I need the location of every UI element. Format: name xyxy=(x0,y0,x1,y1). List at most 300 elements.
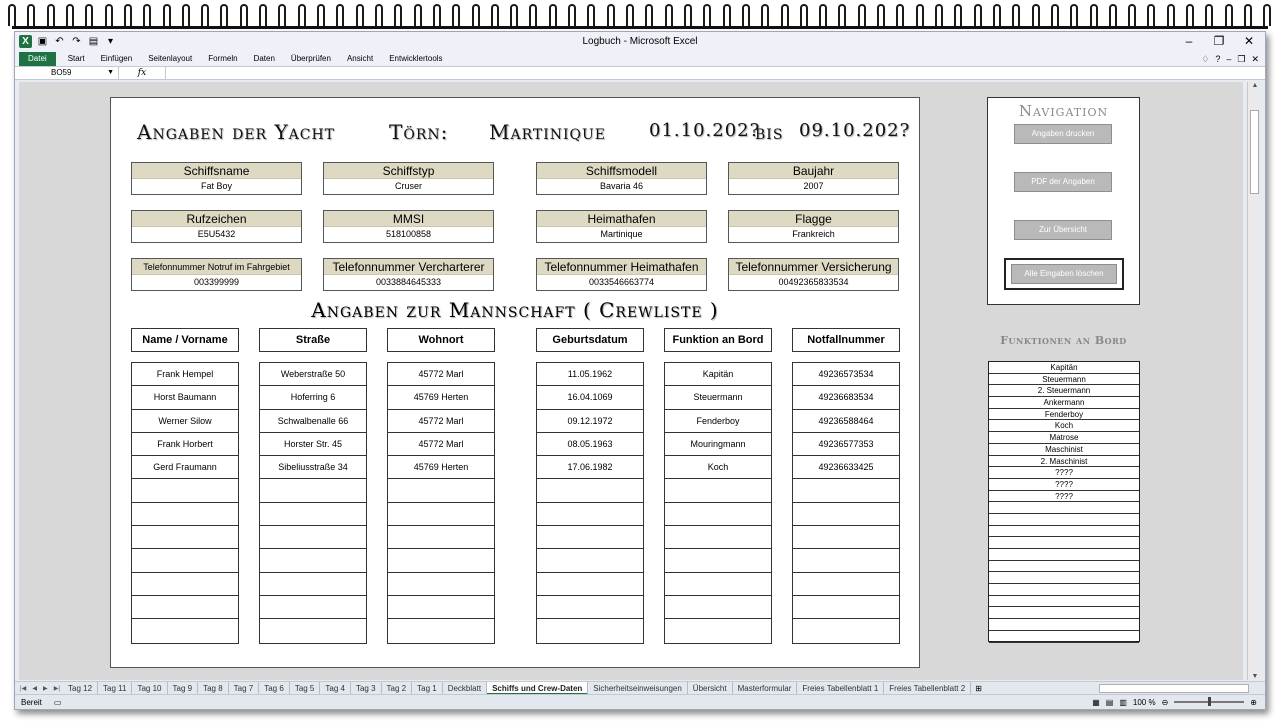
binding-ring xyxy=(858,4,866,26)
crew-column-cells xyxy=(387,362,495,644)
yacht-field-value[interactable]: 003399999 xyxy=(193,277,240,287)
yacht-field-box xyxy=(323,258,494,291)
sheet-tab[interactable]: Tag 1 xyxy=(412,682,443,695)
crew-cell[interactable] xyxy=(793,526,899,549)
crew-column-header: Name / Vorname xyxy=(131,328,239,352)
formula-bar xyxy=(15,66,1265,80)
crew-cell[interactable]: Kapitän xyxy=(665,363,771,386)
print-preview-icon[interactable]: ▤ xyxy=(88,36,99,47)
binding-ring xyxy=(1090,4,1098,26)
crew-column-header: Wohnort xyxy=(387,328,495,352)
crew-cell[interactable]: 45769 Herten xyxy=(388,386,494,409)
crew-cell[interactable] xyxy=(665,549,771,572)
binding-ring xyxy=(336,4,344,26)
binding-ring xyxy=(703,4,711,26)
sheet-tab[interactable]: Sicherheitseinweisungen xyxy=(588,682,688,695)
binding-ring xyxy=(954,4,962,26)
yacht-field-value[interactable]: Bavaria 46 xyxy=(599,181,644,191)
crew-column-header: Straße xyxy=(259,328,367,352)
yacht-field-box xyxy=(131,162,302,195)
yacht-field-box xyxy=(728,258,899,291)
excel-logo-icon[interactable]: X xyxy=(19,35,32,48)
print-button[interactable]: Angaben drucken xyxy=(1014,124,1112,144)
binding-ring xyxy=(47,4,55,26)
yacht-field-value[interactable]: 00492365833534 xyxy=(778,277,849,287)
crew-column xyxy=(131,328,239,644)
crew-cell[interactable] xyxy=(132,596,238,619)
ribbon-right-controls xyxy=(1201,54,1265,65)
crew-cell[interactable]: Hoferring 6 xyxy=(260,386,366,409)
crew-cell[interactable] xyxy=(665,596,771,619)
next-sheet-icon[interactable]: ▶ xyxy=(43,685,48,692)
last-sheet-icon[interactable]: ▶| xyxy=(53,685,60,692)
window-controls xyxy=(1181,34,1257,48)
binding-ring xyxy=(838,4,846,26)
crew-column xyxy=(387,328,495,644)
yacht-field-value[interactable]: 0033546663774 xyxy=(588,277,655,287)
restore-button[interactable]: ❐ xyxy=(1213,34,1225,48)
sheet-tab[interactable]: Schiffs und Crew-Daten xyxy=(487,682,588,695)
crew-cell[interactable]: Frank Hempel xyxy=(132,363,238,386)
function-item[interactable] xyxy=(989,526,1139,538)
yacht-field-value[interactable]: 2007 xyxy=(803,181,824,191)
window-title: Logbuch - Microsoft Excel xyxy=(582,36,698,47)
scroll-thumb[interactable] xyxy=(1250,110,1259,194)
yacht-field-value[interactable]: 0033884645333 xyxy=(375,277,442,287)
binding-ring xyxy=(414,4,422,26)
crew-cell[interactable] xyxy=(388,619,494,642)
name-box[interactable] xyxy=(15,67,119,79)
crew-cell[interactable]: 49236588464 xyxy=(793,410,899,433)
binding-ring xyxy=(1225,4,1233,26)
function-item[interactable] xyxy=(989,561,1139,573)
sheet-tab[interactable]: Tag 5 xyxy=(290,682,321,695)
crew-cell[interactable]: 49236633425 xyxy=(793,456,899,479)
binding-ring xyxy=(1263,4,1271,26)
binding-ring xyxy=(317,4,325,26)
crew-cell[interactable] xyxy=(388,479,494,502)
crew-cell[interactable] xyxy=(388,549,494,572)
crew-cell[interactable]: 16.04.1069 xyxy=(537,386,643,409)
clear-all-label: Alle Eingaben löschen xyxy=(1011,264,1117,284)
binding-ring xyxy=(1205,4,1213,26)
crew-cell[interactable] xyxy=(388,596,494,619)
crew-column-cells xyxy=(536,362,644,644)
date-to: 09.10.202? xyxy=(799,120,911,141)
binding-ring xyxy=(1167,4,1175,26)
binding-ring xyxy=(1109,4,1117,26)
first-sheet-icon[interactable]: |◀ xyxy=(20,685,27,692)
function-item[interactable]: Maschinist xyxy=(989,444,1139,456)
yacht-heading: Angaben der Yacht xyxy=(137,120,336,144)
crew-cell[interactable] xyxy=(793,549,899,572)
binding-ring xyxy=(1128,4,1136,26)
function-item[interactable] xyxy=(989,537,1139,549)
binding-ring xyxy=(800,4,808,26)
scroll-up-icon[interactable]: ▲ xyxy=(1251,82,1259,89)
scroll-down-icon[interactable]: ▼ xyxy=(1251,673,1259,680)
crew-cell[interactable] xyxy=(260,549,366,572)
binding-ring xyxy=(993,4,1001,26)
crew-cell[interactable] xyxy=(793,619,899,642)
tab-navigation xyxy=(15,685,63,692)
crew-cell[interactable] xyxy=(132,549,238,572)
crew-cell[interactable] xyxy=(793,596,899,619)
binding-ring xyxy=(916,4,924,26)
function-item[interactable]: ???? xyxy=(989,479,1139,491)
binding-ring xyxy=(1070,4,1078,26)
toern-label: Törn: xyxy=(389,120,449,144)
sheet-tab[interactable]: Tag 8 xyxy=(198,682,229,695)
function-icon[interactable]: fx xyxy=(137,68,147,78)
crew-cell[interactable] xyxy=(132,479,238,502)
crew-column-cells xyxy=(259,362,367,644)
function-item[interactable]: ???? xyxy=(989,467,1139,479)
crew-cell[interactable]: Steuermann xyxy=(665,386,771,409)
crew-cell[interactable]: 08.05.1963 xyxy=(537,433,643,456)
crew-cell[interactable] xyxy=(260,573,366,596)
date-bis: bis xyxy=(755,120,784,144)
function-item[interactable]: Matrose xyxy=(989,432,1139,444)
binding-ring xyxy=(819,4,827,26)
function-item[interactable]: Fenderboy xyxy=(989,409,1139,421)
yacht-field-label: Rufzeichen xyxy=(132,211,301,227)
crew-cell[interactable] xyxy=(260,526,366,549)
sheet-tab[interactable]: Tag 2 xyxy=(382,682,413,695)
save-icon[interactable]: ▣ xyxy=(37,36,48,47)
crew-title: Angaben zur Mannschaft ( Crewliste ) xyxy=(311,298,719,322)
prev-sheet-icon[interactable]: ◀ xyxy=(32,685,37,692)
yacht-field-value[interactable]: E5U5432 xyxy=(197,229,236,239)
crew-cell[interactable]: Mouringmann xyxy=(665,433,771,456)
crew-column xyxy=(664,328,772,644)
binding-ring xyxy=(1051,4,1059,26)
crew-column-header: Funktion an Bord xyxy=(664,328,772,352)
binding-ring xyxy=(781,4,789,26)
binding-ring xyxy=(587,4,595,26)
crew-cell[interactable]: 45772 Marl xyxy=(388,410,494,433)
binding-ring xyxy=(375,4,383,26)
binding-ring xyxy=(665,4,673,26)
crew-cell[interactable]: 17.06.1982 xyxy=(537,456,643,479)
yacht-field-label: Heimathafen xyxy=(537,211,706,227)
binding-ring xyxy=(278,4,286,26)
crew-cell[interactable] xyxy=(665,526,771,549)
functions-list xyxy=(988,361,1140,642)
crew-cell[interactable]: Fenderboy xyxy=(665,410,771,433)
yacht-field-box xyxy=(131,210,302,243)
binding-ring xyxy=(259,4,267,26)
functions-title: Funktionen an Bord xyxy=(1000,334,1127,347)
toern-value: Martinique xyxy=(489,120,607,144)
crew-cell[interactable]: Sibeliusstraße 34 xyxy=(260,456,366,479)
binding-ring xyxy=(491,4,499,26)
undo-icon[interactable]: ↶ xyxy=(55,36,64,47)
navigation-panel xyxy=(987,97,1140,305)
page-layout-view-icon[interactable]: ▤ xyxy=(1105,697,1114,707)
yacht-field-label: Schiffsname xyxy=(132,163,301,179)
status-mode: Bereit xyxy=(21,697,42,707)
crew-cell[interactable]: Weberstraße 50 xyxy=(260,363,366,386)
crew-cell[interactable] xyxy=(388,573,494,596)
crew-cell[interactable]: Horster Str. 45 xyxy=(260,433,366,456)
crew-cell[interactable] xyxy=(793,479,899,502)
crew-cell[interactable] xyxy=(537,619,643,642)
close-button[interactable]: ✕ xyxy=(1243,34,1255,48)
binding-ring xyxy=(645,4,653,26)
crew-cell[interactable] xyxy=(132,573,238,596)
vertical-scrollbar[interactable] xyxy=(1247,82,1261,680)
ribbon-tab-ueberpruefen[interactable]: Überprüfen xyxy=(290,54,331,63)
crew-cell[interactable] xyxy=(665,619,771,642)
function-item[interactable] xyxy=(989,596,1139,608)
help-icon[interactable]: ? xyxy=(1215,53,1221,64)
clear-all-button[interactable] xyxy=(1004,258,1124,290)
title-bar xyxy=(15,32,1265,52)
yacht-field-box xyxy=(536,162,707,195)
binding-ring xyxy=(1244,4,1252,26)
ribbon-tab-einfuegen[interactable]: Einfügen xyxy=(100,54,133,63)
minimize-workbook-icon[interactable]: – xyxy=(1226,53,1232,64)
zoom-in-icon[interactable]: ⊕ xyxy=(1250,697,1257,707)
ribbon-tab-datei[interactable]: Datei xyxy=(19,52,56,66)
ribbon-tab-daten[interactable]: Daten xyxy=(253,54,275,63)
sheet-tab[interactable]: Freies Tabellenblatt 1 xyxy=(797,682,884,695)
crew-cell[interactable]: Koch xyxy=(665,456,771,479)
binding-ring xyxy=(1012,4,1020,26)
crew-cell[interactable] xyxy=(537,526,643,549)
minimize-button[interactable]: – xyxy=(1185,34,1193,48)
yacht-field-box xyxy=(728,210,899,243)
excel-window xyxy=(14,31,1266,710)
crew-column-cells xyxy=(792,362,900,644)
binding-ring xyxy=(163,4,171,26)
crew-cell[interactable]: Horst Baumann xyxy=(132,386,238,409)
macro-record-icon[interactable]: ▭ xyxy=(53,697,62,707)
crew-cell[interactable] xyxy=(665,479,771,502)
crew-cell[interactable] xyxy=(793,573,899,596)
function-item[interactable]: Koch xyxy=(989,420,1139,432)
binding-ring xyxy=(298,4,306,26)
binding-ring xyxy=(356,4,364,26)
function-item[interactable]: 2. Maschinist xyxy=(989,456,1139,468)
binding-ring xyxy=(607,4,615,26)
yacht-field-box xyxy=(728,162,899,195)
yacht-field-value[interactable]: Cruser xyxy=(394,181,422,191)
overview-button[interactable]: Zur Übersicht xyxy=(1014,220,1112,240)
function-item[interactable]: Kapitän xyxy=(989,362,1139,374)
binding-ring xyxy=(201,4,209,26)
yacht-field-label: Telefonnummer Versicherung xyxy=(729,259,898,275)
binding-ring xyxy=(105,4,113,26)
function-item[interactable]: ???? xyxy=(989,491,1139,503)
ribbon-tabs xyxy=(15,52,1265,66)
status-right xyxy=(1092,698,1265,707)
crew-cell[interactable]: Werner Silow xyxy=(132,410,238,433)
function-item[interactable] xyxy=(989,631,1139,643)
crew-cell[interactable] xyxy=(260,479,366,502)
ribbon-tab-start[interactable]: Start xyxy=(67,54,85,63)
crew-cell[interactable] xyxy=(537,503,643,526)
zoom-slider[interactable] xyxy=(1174,701,1244,703)
crew-cell[interactable]: 45769 Herten xyxy=(388,456,494,479)
crew-cell[interactable]: 49236683534 xyxy=(793,386,899,409)
binding-ring xyxy=(143,4,151,26)
sheet-tab[interactable]: Übersicht xyxy=(688,682,733,695)
crew-cell[interactable] xyxy=(132,526,238,549)
sheet-tab[interactable]: Tag 10 xyxy=(132,682,167,695)
crew-cell[interactable] xyxy=(665,573,771,596)
close-workbook-icon[interactable]: ✕ xyxy=(1251,53,1259,64)
crew-cell[interactable] xyxy=(388,503,494,526)
zoom-out-icon[interactable]: ⊖ xyxy=(1161,697,1169,707)
crew-cell[interactable] xyxy=(665,503,771,526)
crew-cell[interactable] xyxy=(132,503,238,526)
crew-cell[interactable]: 49236573534 xyxy=(793,363,899,386)
restore-workbook-icon[interactable]: ❐ xyxy=(1237,53,1246,64)
binding-ring xyxy=(394,4,402,26)
sheet-tab[interactable]: Freies Tabellenblatt 2 xyxy=(884,682,971,695)
crew-cell[interactable] xyxy=(537,573,643,596)
binding-ring xyxy=(742,4,750,26)
ribbon-tab-ansicht[interactable]: Ansicht xyxy=(346,54,374,63)
binding-ring xyxy=(433,4,441,26)
new-sheet-icon[interactable]: ⊞ xyxy=(975,683,982,693)
binding-ring xyxy=(529,4,537,26)
ribbon-tab-formeln[interactable]: Formeln xyxy=(208,54,238,63)
normal-view-icon[interactable]: ▦ xyxy=(1092,697,1100,707)
binding-line xyxy=(12,26,1268,29)
crew-cell[interactable]: 45772 Marl xyxy=(388,433,494,456)
yacht-field-value[interactable]: Fat Boy xyxy=(200,181,232,191)
worksheet-area[interactable] xyxy=(19,82,1243,680)
binding-ring xyxy=(1147,4,1155,26)
ribbon-tab-entwicklertools[interactable]: Entwicklertools xyxy=(389,54,443,63)
sheet-tab[interactable]: Tag 3 xyxy=(351,682,382,695)
horizontal-scrollbar[interactable] xyxy=(1099,684,1249,693)
crew-column-header: Notfallnummer xyxy=(792,328,900,352)
function-item[interactable]: Steuermann xyxy=(989,374,1139,386)
binding-ring xyxy=(935,4,943,26)
sheet-tab[interactable]: Tag 7 xyxy=(229,682,260,695)
function-item[interactable] xyxy=(989,502,1139,514)
collapse-ribbon-icon[interactable]: ♢ xyxy=(1201,53,1210,64)
binding-ring xyxy=(27,4,35,26)
binding-ring xyxy=(568,4,576,26)
crew-cell[interactable] xyxy=(260,503,366,526)
crew-cell[interactable] xyxy=(132,619,238,642)
pdf-button[interactable]: PDF der Angaben xyxy=(1014,172,1112,192)
sheet-tab[interactable]: Deckblatt xyxy=(443,682,487,695)
binding-ring xyxy=(896,4,904,26)
crew-column-header: Geburtsdatum xyxy=(536,328,644,352)
customize-toolbar-icon[interactable]: ▾ xyxy=(107,36,114,47)
name-box-value: BO59 xyxy=(51,68,72,77)
binding-ring xyxy=(684,4,692,26)
binding-ring xyxy=(220,4,228,26)
page-break-view-icon[interactable]: ▥ xyxy=(1119,697,1127,707)
yacht-field-value[interactable]: Martinique xyxy=(600,229,643,239)
sheet-tab[interactable]: Tag 12 xyxy=(63,682,98,695)
function-item[interactable] xyxy=(989,514,1139,526)
crew-cell[interactable]: 11.05.1962 xyxy=(537,363,643,386)
crew-cell[interactable]: 09.12.1972 xyxy=(537,410,643,433)
navigation-title: Navigation xyxy=(1018,102,1109,120)
ribbon-tab-seitenlayout[interactable]: Seitenlayout xyxy=(148,54,193,63)
function-item[interactable] xyxy=(989,549,1139,561)
crew-cell[interactable]: Schwalbenalle 66 xyxy=(260,410,366,433)
yacht-field-label: Schiffstyp xyxy=(324,163,493,179)
sheet-tab[interactable]: Tag 9 xyxy=(168,682,199,695)
binding-ring xyxy=(8,4,16,26)
yacht-field-box xyxy=(131,258,302,291)
function-item[interactable] xyxy=(989,607,1139,619)
yacht-field-box xyxy=(323,210,494,243)
zoom-level[interactable]: 100 % xyxy=(1132,697,1156,707)
crew-column-cells xyxy=(664,362,772,644)
sheet-tabs-bar xyxy=(15,681,1265,694)
binding-ring xyxy=(877,4,885,26)
binding-ring xyxy=(510,4,518,26)
binding-ring xyxy=(974,4,982,26)
function-item[interactable]: Ankermann xyxy=(989,397,1139,409)
function-item[interactable] xyxy=(989,619,1139,631)
sheet-tab[interactable]: Masterformular xyxy=(733,682,798,695)
yacht-field-label: Telefonnummer Heimathafen xyxy=(537,259,706,275)
spiral-binding xyxy=(8,4,1272,28)
sheet-tab[interactable]: Tag 4 xyxy=(320,682,351,695)
crew-cell[interactable] xyxy=(260,619,366,642)
binding-ring xyxy=(1186,4,1194,26)
binding-ring xyxy=(182,4,190,26)
yacht-field-box xyxy=(536,210,707,243)
crew-cell[interactable]: Frank Horbert xyxy=(132,433,238,456)
crew-cell[interactable] xyxy=(537,549,643,572)
crew-cell[interactable]: Gerd Fraumann xyxy=(132,456,238,479)
binding-ring xyxy=(240,4,248,26)
yacht-field-value[interactable]: Frankreich xyxy=(792,229,835,239)
sheet-tab[interactable]: Tag 11 xyxy=(98,682,132,695)
yacht-field-value[interactable]: 518100858 xyxy=(385,229,432,239)
name-box-dropdown-icon[interactable]: ▼ xyxy=(107,69,114,76)
function-item[interactable] xyxy=(989,572,1139,584)
crew-cell[interactable] xyxy=(793,503,899,526)
crew-cell[interactable]: 45772 Marl xyxy=(388,363,494,386)
crew-cell[interactable] xyxy=(537,596,643,619)
redo-icon[interactable]: ↷ xyxy=(72,36,81,47)
binding-ring xyxy=(85,4,93,26)
yacht-data-card xyxy=(110,97,920,668)
binding-ring xyxy=(1032,4,1040,26)
function-item[interactable] xyxy=(989,584,1139,596)
binding-ring xyxy=(66,4,74,26)
crew-column xyxy=(792,328,900,644)
crew-cell[interactable] xyxy=(260,596,366,619)
binding-ring xyxy=(761,4,769,26)
zoom-slider-thumb[interactable] xyxy=(1208,697,1211,706)
crew-cell[interactable] xyxy=(537,479,643,502)
binding-ring xyxy=(124,4,132,26)
crew-cell[interactable]: 49236577353 xyxy=(793,433,899,456)
binding-ring xyxy=(626,4,634,26)
binding-ring xyxy=(452,4,460,26)
function-item[interactable]: 2. Steuermann xyxy=(989,385,1139,397)
yacht-field-label: Telefonnummer Notruf im Fahrgebiet xyxy=(132,259,301,275)
binding-ring xyxy=(723,4,731,26)
formula-input[interactable] xyxy=(165,67,1265,79)
crew-cell[interactable] xyxy=(388,526,494,549)
sheet-tab[interactable]: Tag 6 xyxy=(259,682,290,695)
